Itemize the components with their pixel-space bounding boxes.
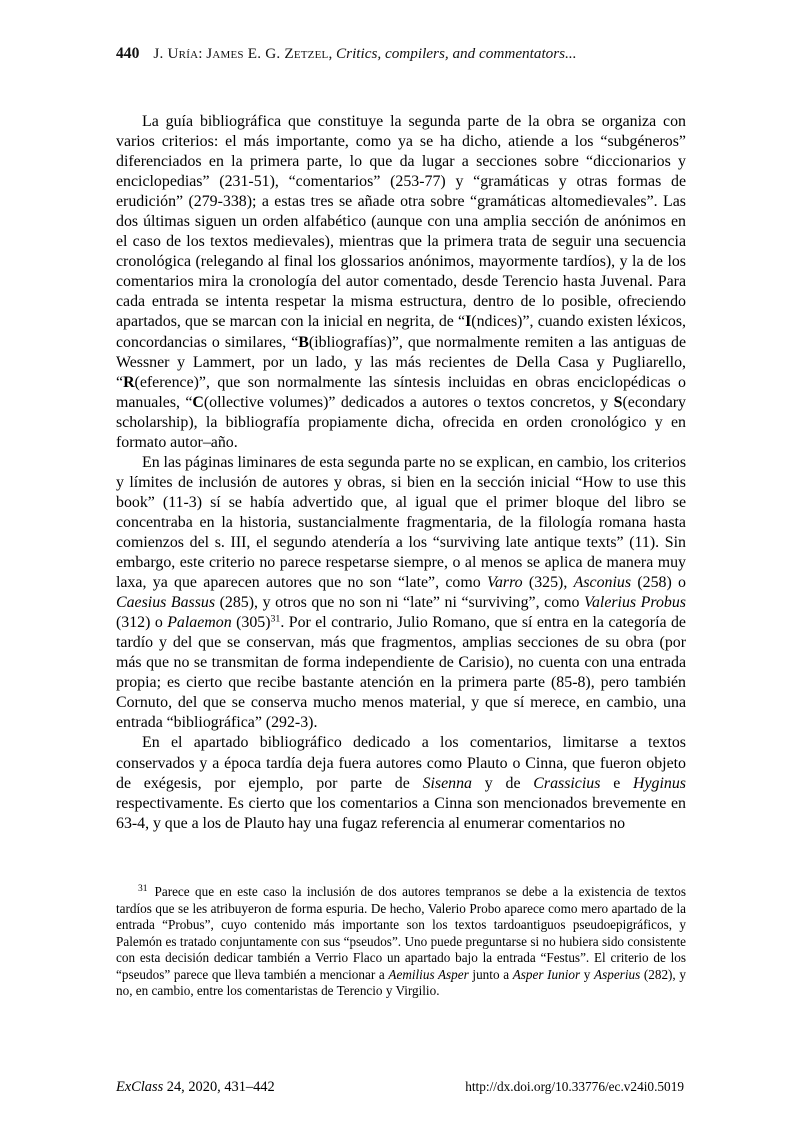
text-run: y de bbox=[472, 774, 534, 792]
journal-citation bbox=[116, 1078, 275, 1097]
page-footer bbox=[116, 1077, 686, 1097]
doi-link[interactable]: http://dx.doi.org/10.33776/ec.v24i0.5019 bbox=[465, 1079, 684, 1094]
text-run: (285), y otros que no son ni “late” ni “surviving”, como bbox=[215, 594, 585, 612]
text-run: (ndices)”, cuando existen léxicos, concordancias o similares, “ bbox=[116, 313, 686, 351]
text-run: Caesius Bassus bbox=[116, 594, 216, 612]
text-run: B bbox=[298, 333, 309, 351]
text-run: (325), bbox=[522, 574, 574, 592]
text-run: (eference)”, que son normalmente las síntesis incluidas en obras enciclopédicas o manuales, “ bbox=[116, 373, 686, 411]
book-title: Critics, compilers, and commentators... bbox=[336, 45, 577, 62]
text-run: Asperius bbox=[594, 966, 641, 982]
body-text-block bbox=[116, 112, 686, 834]
text-run: (ollective volumes)” dedicados a autores o textos concretos, y bbox=[203, 393, 614, 411]
text-run: respectivamente. Es cierto que los comentarios a Cinna son mencionados brevemente en 63-4, y que a los de Plauto hay una fugaz referencia al enumerar comentarios no bbox=[116, 794, 686, 832]
text-run: En las páginas liminares de esta segunda parte no se explican, en cambio, los criterios y límites de inclusión de autores y obras, si bien en la sección inicial “How to use this book” (11-3) sí se había advertido que, al igual que el primer bloque del libro se concentraba en la historia, sustancialmente fragmentaria, de la filología romana hasta comienzos del s. III, el segundo atendería a los “surviving late antique texts” (11). Sin embargo, este criterio no parece respetarse siempre, o al menos se aplica de manera muy laxa, ya que aparecen autores que no son “late”, como bbox=[116, 453, 687, 592]
footnote-block bbox=[116, 884, 686, 1000]
text-run: Aemilius Asper bbox=[388, 966, 469, 982]
footnote-reference-marker[interactable]: 31 bbox=[270, 613, 281, 625]
text-run: Varro bbox=[487, 574, 523, 592]
text-run: Hyginus bbox=[633, 774, 686, 792]
text-run: En el apartado bibliográfico dedicado a los comentarios, limitarse a textos conservados y a época tardía deja fuera autores como Plauto o Cinna, que fueron objeto de exégesis, por ejemplo, por parte de bbox=[116, 734, 686, 792]
text-run: Sisenna bbox=[422, 774, 472, 792]
text-run: junto a bbox=[468, 966, 513, 982]
text-run: C bbox=[192, 393, 204, 411]
journal-name: ExClass bbox=[116, 1079, 164, 1095]
paragraph bbox=[116, 453, 686, 734]
text-run: S bbox=[613, 393, 623, 411]
text-run: R bbox=[123, 373, 135, 391]
paragraph bbox=[116, 112, 686, 453]
text-run: Asconius bbox=[573, 574, 632, 592]
running-header bbox=[116, 44, 686, 64]
text-run: (305) bbox=[231, 614, 271, 632]
text-run: La guía bibliográfica que constituye la segunda parte de la obra se organiza con varios criterios: el más importante, como ya se ha dicho, atiende a los “subgéneros” diferenciados en la primera parte, lo que da lugar a secciones sobre “diccionarios y enciclopedias” (231-51), “comentarios” (253-77) y “gramáticas y otras formas de erudición” (279-338); a estas tres se añade otra sobre “gramáticas altomedievales”. Las dos últimas siguen un orden alfabético (aunque con una amplia sección de anónimos en el caso de los textos medievales), mientras que la primera trata de seguir una secuencia cronológica (relegando al final los glossarios anónimos, mayormente tardíos), y la de los comentarios mira la cronología del autor comentado, desde Terencio hasta Juvenal. Para cada entrada se intenta respetar la misma estructura, dentro de lo posible, ofreciendo apartados, que se marcan con la inicial en negrita, de “ bbox=[116, 113, 686, 331]
text-run: y bbox=[580, 966, 595, 982]
text-run: (ibliografías)”, que normalmente remiten a las antiguas de Wessner y Lammert, por un lado, y las más recientes de Della Casa y Pugliarello, “ bbox=[116, 333, 687, 391]
footnote-number: 31 bbox=[138, 884, 148, 895]
text-run: Valerius Probus bbox=[584, 594, 686, 612]
text-run: (312) o bbox=[116, 614, 168, 632]
text-run: (econdary scholarship), la bibliografía propiamente dicha, ofrecida en orden cronológico y en formato autor–año. bbox=[116, 393, 686, 451]
text-run: I bbox=[465, 313, 472, 331]
footnote-text bbox=[116, 884, 686, 1000]
text-run: . Por el contrario, Julio Romano, que sí entra en la categoría de tardío y del que se conservan, más que fragmentos, amplias secciones de su obra (por más que no se transmitan de forma independiente de Carisio), no cuenta con una entrada propia; es cierto que recibe bastante atención en la primera parte (85-8), pero también Cornuto, del que se conserva mucho menos material, y que sí merece, en cambio, una entrada “bibliográfica” (292-3). bbox=[116, 614, 686, 732]
journal-issue-pages: 24, 2020, 431–442 bbox=[163, 1079, 275, 1095]
text-run: Palaemon bbox=[167, 614, 232, 632]
text-run: (282), y no, en cambio, entre los comentaristas de Terencio y Virgilio. bbox=[116, 966, 686, 999]
header-comma: , bbox=[328, 45, 337, 62]
reviewer-name: J. Uría bbox=[153, 45, 199, 62]
text-run: e bbox=[600, 774, 634, 792]
text-run: Crassicius bbox=[533, 774, 601, 792]
paragraph bbox=[116, 733, 686, 833]
page-folio-number: 440 bbox=[116, 45, 140, 62]
text-run: (258) o bbox=[631, 574, 687, 592]
header-separator: : bbox=[198, 45, 207, 62]
book-author-name: James E. G. Zetzel bbox=[206, 45, 329, 62]
text-run: Parece que en este caso la inclusión de dos autores tempranos se debe a la existencia de textos tardíos que se les atribuyeron de forma espuria. De hecho, Valerio Probo aparece como mero apartado de la entrada “Probus”, cuyo contenido más importante son los textos tardoantiguos pseudoepigráficos, y Palemón es tratado conjuntamente con sus “pseudos”. Uno puede preguntarse si no hubiera sido consistente con esta decisión dedicar también a Verrio Flaco un apartado bajo la entrada “Festus”. El criterio de los “pseudos” parece que lleva también a mencionar a bbox=[116, 884, 686, 982]
text-run: Asper Iunior bbox=[512, 966, 581, 982]
